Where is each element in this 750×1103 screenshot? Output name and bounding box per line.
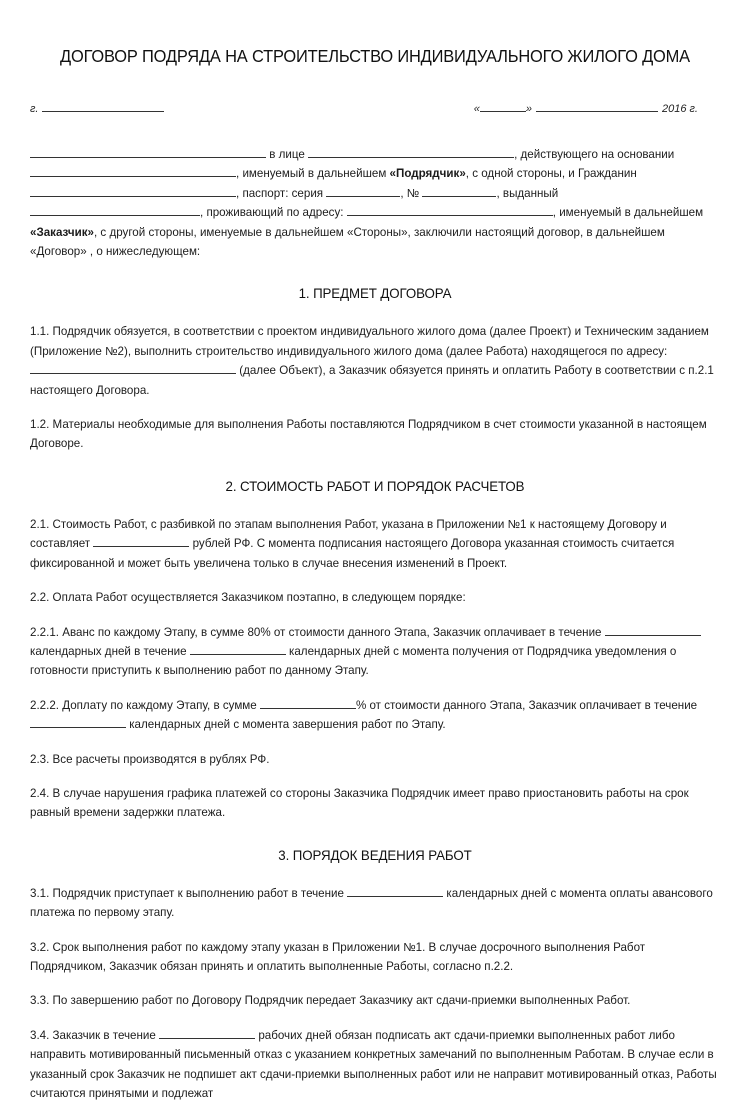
preamble-text-5: , с одной xyxy=(465,167,514,181)
clause-3-2-text: 3.2. Срок выполнения работ по каждому этапу указан в Приложении №1. В случае досрочного выполнения Работ Подрядчиком, Заказчик обязан принять и оплатить выполненные Работы, согласно п.2.2. xyxy=(30,940,646,973)
basis-blank[interactable] xyxy=(30,167,236,177)
clause-2-2 xyxy=(30,588,720,607)
clause-2-2-2-text-a: 2.2.2. Доплату по каждому Этапу, в сумме xyxy=(30,698,257,712)
clause-2-2-2 xyxy=(30,696,720,735)
clause-2-3-text: 2.3. Все расчеты производятся в рублях РФ. xyxy=(30,752,270,766)
clause-2-2-1 xyxy=(30,623,720,681)
clause-2-3 xyxy=(30,750,720,769)
preamble-text-1: в лице xyxy=(269,148,305,161)
day-blank[interactable] xyxy=(480,103,526,112)
clause-2-1-text-a: 2.1. Стоимость Работ, с разбивкой по этапам выполнения Работ, указана в Приложении №1 к настоящему Договору и составляет xyxy=(30,517,667,551)
clause-3-1-text-b: календарных дней с момента оплаты авансового платежа по первому этапу. xyxy=(30,886,713,920)
preamble-text-12: , xyxy=(552,206,556,220)
quote-open: « xyxy=(473,103,480,115)
clause-1-2 xyxy=(30,415,720,454)
preamble-text-6: стороны, и Гражданин xyxy=(516,167,637,181)
city-blank[interactable] xyxy=(42,103,164,112)
clause-2-2-text: 2.2. Оплата Работ осуществляется Заказчиком поэтапно, в следующем порядке: xyxy=(30,591,466,605)
citizen-name-blank[interactable] xyxy=(30,187,236,197)
start-days-blank[interactable] xyxy=(347,887,443,897)
city-field xyxy=(30,103,164,115)
section-heading-2: 2. СТОИМОСТЬ РАБОТ И ПОРЯДОК РАСЧЕТОВ xyxy=(225,477,525,494)
preamble-text-15: заключили настоящий договор, в дальнейшем «Договор» , о нижеследующем: xyxy=(30,225,665,259)
acceptance-days-blank[interactable] xyxy=(159,1029,255,1039)
document-body xyxy=(30,145,720,1103)
preamble-text-11: , проживающий по адресу: xyxy=(200,206,344,220)
clause-3-3-text: 3.3. По завершению работ по Договору Подрядчик передает Заказчику акт сдачи-приемки выполненных Работ. xyxy=(30,994,631,1008)
city-label: г. xyxy=(30,103,39,115)
clause-1-1-text-a: 1.1. Подрядчик обязуется, в соответствии с проектом индивидуального жилого дома (далее Проект) и Техническим заданием (Приложение №2), выполнить строительство индивидуального жилого дома (далее Работа) находящегося по адресу: xyxy=(30,325,709,358)
quote-close: » xyxy=(525,103,532,115)
passport-series-blank[interactable] xyxy=(326,187,400,197)
surcharge-percent-blank[interactable] xyxy=(260,699,356,709)
clause-1-1 xyxy=(30,322,720,400)
surcharge-days-blank[interactable] xyxy=(30,718,126,728)
clause-2-1 xyxy=(30,515,720,573)
preamble-text-10: выданный xyxy=(502,186,559,200)
clause-3-4-text-a: 3.4. Заказчик в течение xyxy=(30,1028,156,1042)
clause-2-2-1-text-c: календарных дней с момента получения от Подрядчика уведомления о готовности приступить к выполнению работ по данному Этапу. xyxy=(30,644,677,678)
clause-2-2-2-text-b: % от стоимости данного Этапа, Заказчик оплачивает в течение xyxy=(355,698,698,712)
clause-3-4 xyxy=(30,1026,720,1103)
clause-2-1-text-b: рублей РФ. С момента подписания настоящего Договора указанная стоимость считается фиксированной и может быть увеличена только в случае внесения изменений в Проект. xyxy=(30,537,675,570)
preamble-text-14: , с другой стороны, именуемые в дальнейшем «Стороны», xyxy=(93,225,411,239)
month-blank[interactable] xyxy=(536,103,658,112)
advance-days-blank-2[interactable] xyxy=(190,645,286,655)
document-meta-row xyxy=(30,103,720,115)
object-address-blank[interactable] xyxy=(30,364,236,374)
date-field xyxy=(474,103,698,115)
clause-2-2-1-text-a: 2.2.1. Аванс по каждому Этапу, в сумме 80% от стоимости данного Этапа, Заказчик оплачивает в течение xyxy=(30,625,602,639)
party-contractor-term: «Подрядчик» xyxy=(389,167,466,181)
preamble-text-13: именуемый в дальнейшем xyxy=(559,206,704,220)
section-heading-1: 1. ПРЕДМЕТ ДОГОВОРА xyxy=(298,285,452,302)
issued-by-blank[interactable] xyxy=(30,206,200,216)
contractor-name-blank[interactable] xyxy=(30,148,266,158)
clause-1-2-text: 1.2. Материалы необходимые для выполнения Работы поставляются Подрядчиком в счет стоимости указанной в настоящем Договоре. xyxy=(30,418,707,451)
document-title: ДОГОВОР ПОДРЯДА НА СТРОИТЕЛЬСТВО ИНДИВИДУАЛЬНОГО ЖИЛОГО ДОМА xyxy=(60,46,690,66)
preamble-text-2: , действующего на xyxy=(514,148,615,161)
representative-blank[interactable] xyxy=(308,148,514,158)
passport-number-blank[interactable] xyxy=(422,187,496,197)
advance-days-blank-1[interactable] xyxy=(605,625,701,635)
clause-3-2 xyxy=(30,938,720,977)
party-customer-term: «Заказчик» xyxy=(30,225,94,239)
clause-2-2-2-text-c: календарных дней с момента завершения работ по Этапу. xyxy=(129,718,446,732)
clause-3-1 xyxy=(30,884,720,923)
clause-2-2-1-text-b: календарных дней в течение xyxy=(30,644,187,658)
clause-3-1-text-a: 3.1. Подрядчик приступает к выполнению работ в течение xyxy=(30,886,344,900)
clause-3-4-text-b: рабочих дней обязан подписать акт сдачи-приемки выполненных работ либо направить мотивированный письменный отказ с указанием конкретных замечаний по выполненным Работам. В случае если в указанный срок Заказчик не подпишет акт сдачи-приемки выполненных работ или не направит мотивированный отказ, Работы считаются принятыми и подлежат xyxy=(30,1028,717,1100)
year-label: 2016 г. xyxy=(661,103,698,115)
section-heading-3: 3. ПОРЯДОК ВЕДЕНИЯ РАБОТ xyxy=(278,846,472,863)
preamble-text-7: , паспорт: серия xyxy=(236,186,324,200)
clause-2-4-text: 2.4. В случае нарушения графика платежей со стороны Заказчика Подрядчик имеет право приостановить работы на срок равный времени задержки платежа. xyxy=(30,786,689,820)
preamble-text-9: , xyxy=(496,186,500,200)
preamble-text-4: , именуемый в дальнейшем xyxy=(236,167,387,181)
preamble-text-3: основании xyxy=(617,148,675,161)
preamble-text-8: , № xyxy=(400,186,420,200)
clause-1-1-text-b: (далее Объект), а Заказчик обязуется принять и оплатить Работу в соответствии с п.2.1 настоящего Договора. xyxy=(30,364,714,397)
address-blank[interactable] xyxy=(347,206,553,216)
total-cost-blank[interactable] xyxy=(93,537,189,547)
clause-2-4 xyxy=(30,784,720,823)
preamble-paragraph xyxy=(30,145,720,261)
clause-3-3 xyxy=(30,991,720,1010)
